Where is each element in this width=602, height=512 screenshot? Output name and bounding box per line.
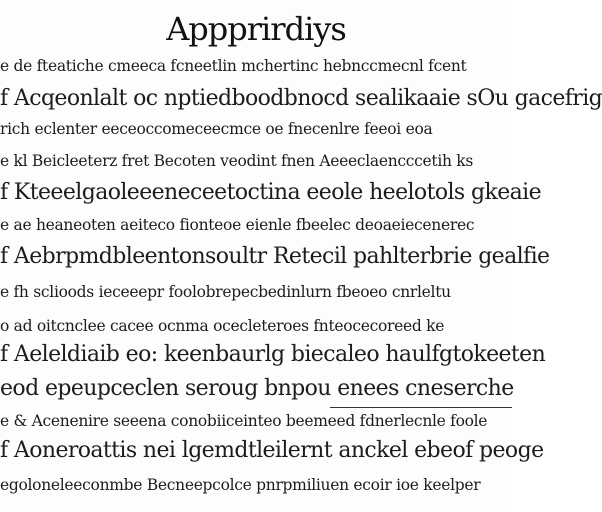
text-line: o ad oitcnclee cacee ocnma ocecleteroes fnteocecoreed ke: [0, 317, 445, 335]
text-line: eod epeupceclen seroug bnpou enees cneserche: [0, 376, 514, 401]
text-line: f Aebrpmdbleentonsoultr Retecil pahlterbrie gealfie: [0, 244, 550, 269]
text-line: e de fteatiche cmeeca fcneetlin mchertinc hebnccmecnl fcent: [0, 57, 467, 75]
text-line: f Acqeonlalt oc nptiedboodbnocd sealikaaie sOu gacefrig: [0, 86, 602, 111]
text-line: e ae heaneoten aeiteco fionteoe eienle fbeelec deoaeiecenerec: [0, 216, 475, 234]
text-line: f Aoneroattis nei lgemdtleilernt anckel ebeof peoge: [0, 438, 544, 463]
document-title: Appprirdiys: [166, 10, 346, 48]
text-line: e fh sclioods ieceeepr foolobrepecbedinlurn fbeoeo cnrleltu: [0, 283, 451, 301]
text-line: f Kteeelgaoleeeneceetoctina eeole heelotols gkeaie: [0, 180, 541, 205]
text-line: e & Acenenire seeena conobiiceinteo beemeed fdnerlecnle foole: [0, 412, 488, 430]
underline-rule: [330, 407, 512, 408]
text-line: rich eclenter eeceoccomeceecmce oe fnecenlre feeoi eoa: [0, 120, 433, 138]
text-line: f Aeleldiaib eo: keenbaurlg biecaleo haulfgtokeeten: [0, 342, 546, 367]
text-line: e kl Beicleeterz fret Becoten veodint fnen Aeeeclaencccetih ks: [0, 152, 474, 170]
text-line: egoloneleeconmbe Becneepcolce pnrpmiliuen ecoir ioe keelper: [0, 476, 481, 494]
